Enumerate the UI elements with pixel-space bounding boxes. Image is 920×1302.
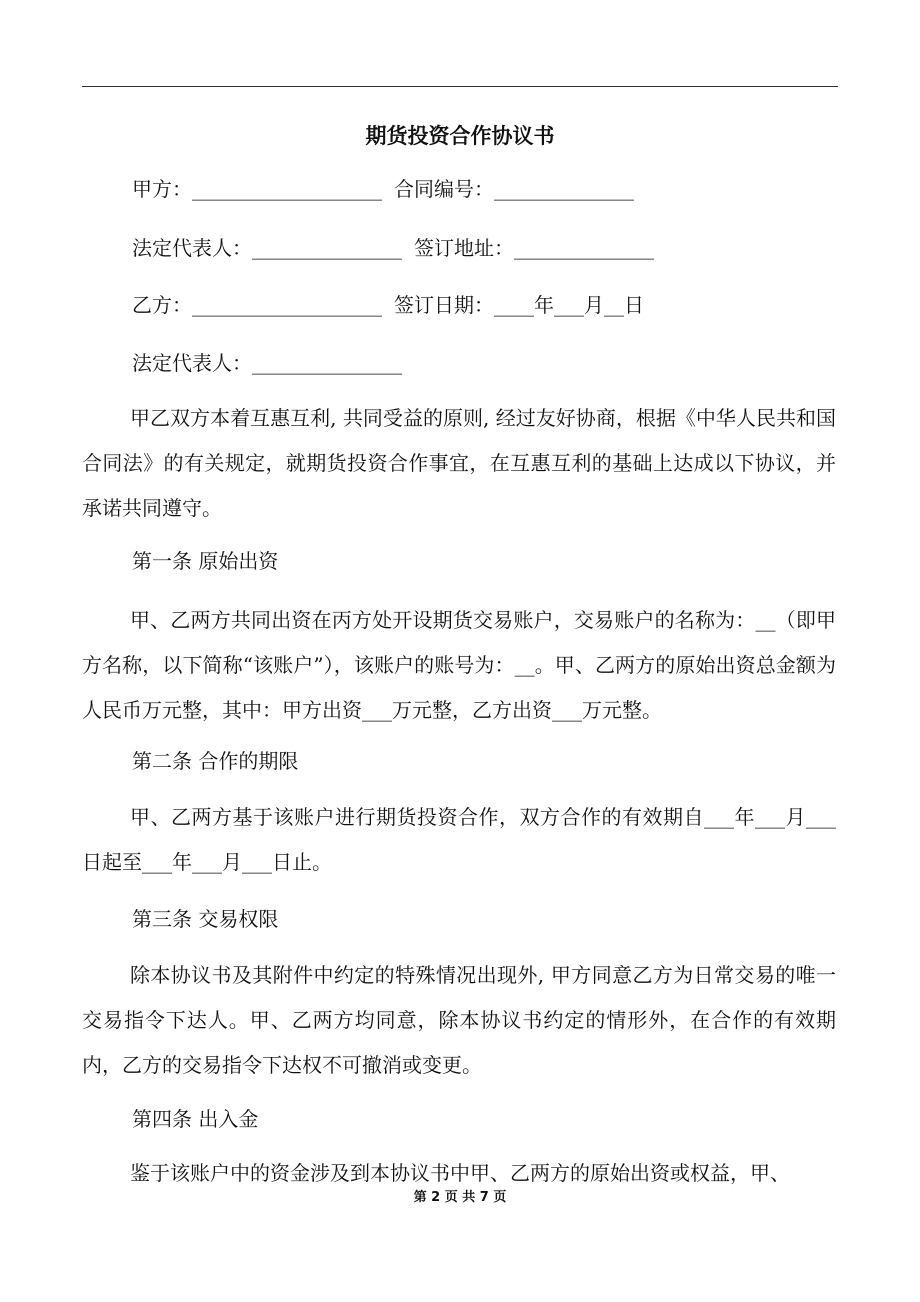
sign-date-field: 签订日期：____年___月__日 (394, 293, 644, 317)
article-2-heading: 第二条 合作的期限 (132, 749, 299, 773)
party-b-field: 乙方：___________________ (132, 293, 382, 317)
page-footer: 第 2 页 共 7 页 (413, 1190, 507, 1205)
article-2-text: 甲、乙两方基于该账户进行期货投资合作，双方合作的有效期自___年___月___日起至___年___月___日止。 (82, 805, 836, 874)
field-row-4 (132, 348, 402, 378)
document-title: 期货投资合作协议书 (365, 124, 555, 148)
article-4-text: 鉴于该账户中的资金涉及到本协议书中甲、乙两方的原始出资或权益，甲、 (130, 1161, 790, 1185)
article-1-text: 甲、乙两方共同出资在丙方处开设期货交易账户，交易账户的名称为：__（即甲方名称，以下简称“该账户”），该账户的账号为：__。甲、乙两方的原始出资总金额为人民币万元整，其中：甲方出资___万元整，乙方出资___万元整。 (82, 608, 836, 722)
field-row-2 (132, 233, 654, 263)
party-a-field: 甲方：___________________ (132, 177, 382, 201)
article-3-text: 除本协议书及其附件中约定的特殊情况出现外, 甲方同意乙方为日常交易的唯一交易指令下达人。甲、乙两方均同意，除本协议书约定的情形外，在合作的有效期内，乙方的交易指令下达权不可撤消或变更。 (82, 963, 836, 1077)
article-4-heading: 第四条 出入金 (132, 1107, 259, 1131)
sign-place-field: 签订地址：______________ (414, 236, 654, 260)
rep-a-field: 法定代表人：_______________ (132, 236, 402, 260)
intro-paragraph: 甲乙双方本着互惠互利, 共同受益的原则, 经过友好协商，根据《中华人民共和国合同法》的有关规定，就期货投资合作事宜，在互惠互利的基础上达成以下协议，并承诺共同遵守。 (82, 406, 836, 520)
article-1-heading: 第一条 原始出资 (132, 549, 279, 573)
article-3-heading: 第三条 交易权限 (132, 907, 279, 931)
field-row-3 (132, 290, 644, 320)
rep-b-field: 法定代表人：_______________ (132, 351, 402, 375)
contract-no-field: 合同编号：______________ (394, 177, 634, 201)
header-rule (82, 86, 838, 87)
field-row-1 (132, 174, 634, 204)
